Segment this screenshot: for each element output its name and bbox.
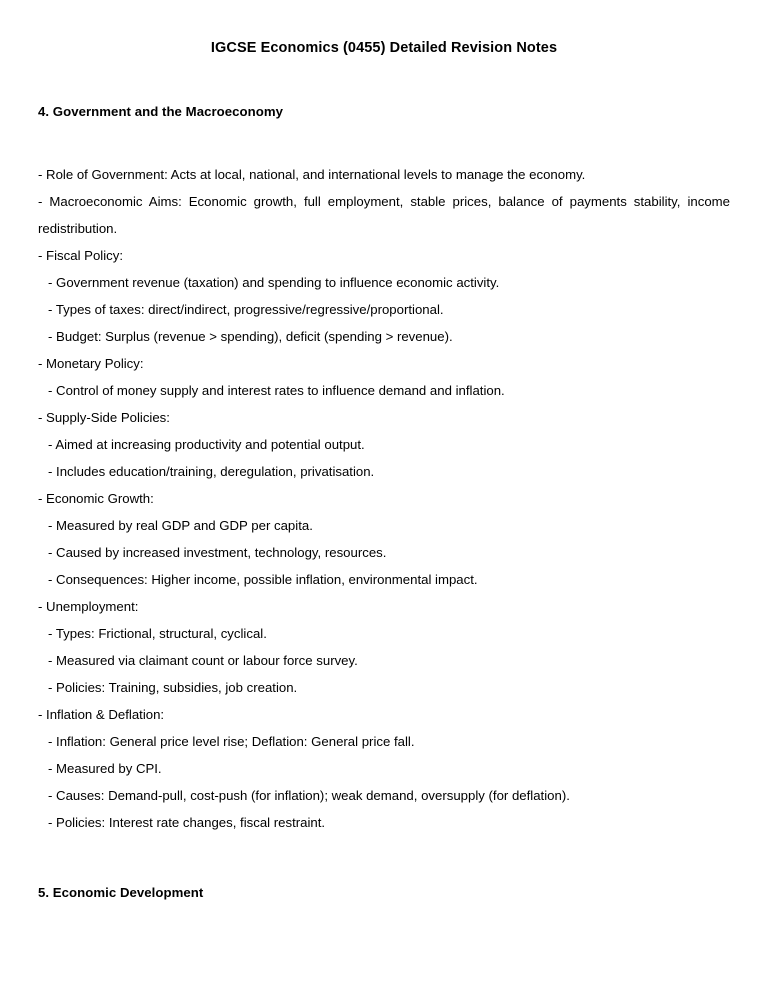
note-line: - Types of taxes: direct/indirect, progressive/regressive/proportional. [48, 301, 444, 317]
note-line: - Supply-Side Policies: [38, 409, 170, 425]
note-line: - Unemployment: [38, 598, 139, 614]
note-line: - Policies: Training, subsidies, job creation. [48, 679, 298, 695]
note-line: - Government revenue (taxation) and spending to influence economic activity. [48, 274, 500, 290]
note-line: - Aimed at increasing productivity and potential output. [48, 436, 365, 452]
note-line: - Fiscal Policy: [38, 247, 123, 263]
note-line: - Measured by CPI. [48, 760, 162, 776]
note-line: - Budget: Surplus (revenue > spending), deficit (spending > revenue). [48, 328, 453, 344]
note-line: - Caused by increased investment, technology, resources. [48, 544, 387, 560]
page-title: IGCSE Economics (0455) Detailed Revision Notes [210, 40, 558, 56]
note-line: - Economic Growth: [38, 490, 154, 506]
document-content [0, 98, 768, 906]
note-line: - Measured via claimant count or labour force survey. [48, 652, 358, 668]
note-line: - Inflation: General price level rise; Deflation: General price fall. [48, 733, 415, 749]
note-line: - Control of money supply and interest rates to influence demand and inflation. [48, 382, 505, 398]
note-line: - Monetary Policy: [38, 355, 144, 371]
note-line: - Policies: Interest rate changes, fiscal restraint. [48, 814, 326, 830]
note-line: - Consequences: Higher income, possible inflation, environmental impact. [48, 571, 478, 587]
section-heading-5: 5. Economic Development [38, 884, 204, 900]
note-line: - Inflation & Deflation: [38, 706, 165, 722]
section-heading-4: 4. Government and the Macroeconomy [38, 103, 283, 119]
note-line: - Includes education/training, deregulation, privatisation. [48, 463, 375, 479]
note-line: - Role of Government: Acts at local, national, and international levels to manage the economy. [38, 166, 586, 182]
note-line: - Macroeconomic Aims: Economic growth, full employment, stable prices, balance of payments stability, income redistribution. [38, 193, 730, 236]
note-line: - Types: Frictional, structural, cyclical. [48, 625, 267, 641]
note-line: - Measured by real GDP and GDP per capita. [48, 517, 313, 533]
note-line: - Causes: Demand-pull, cost-push (for inflation); weak demand, oversupply (for deflation). [48, 787, 570, 803]
section-body-4 [38, 161, 730, 836]
